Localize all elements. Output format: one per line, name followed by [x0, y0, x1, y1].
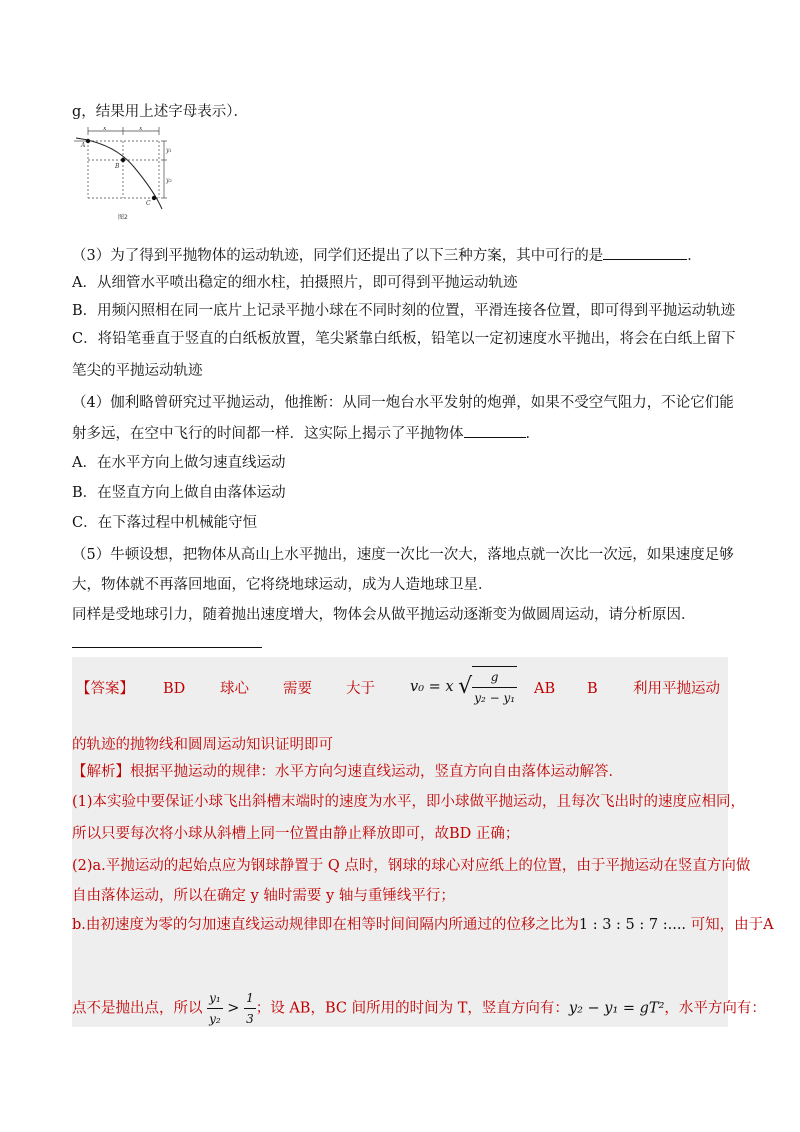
trajectory-curve — [76, 138, 162, 209]
trajectory-figure — [74, 127, 174, 223]
q3-stem — [72, 245, 702, 266]
y-ratio-num: y₁ — [207, 988, 223, 1009]
answer-formula — [410, 666, 517, 708]
q4-option-b: B．在竖直方向上做自由落体运动 — [72, 485, 286, 501]
answer-cont: 的轨迹的抛物线和圆周运动知识证明即可 — [72, 737, 333, 753]
top-line: g，结果用上述字母表示）． — [72, 104, 249, 120]
analysis-p3a — [72, 915, 774, 935]
ratio-expression: 1 : 3 : 5 : 7 :.... — [578, 917, 691, 933]
q3-option-c: C．将铅笔垂直于竖直的白纸板放置，笔尖紧靠白纸板，铅笔以一定初速度水平抛出，将会在白纸上留下 — [72, 331, 736, 347]
formula-denominator: y₂ − y₁ — [474, 691, 516, 705]
answer-item-4: 大于 — [346, 681, 375, 697]
answer-item-7: 利用平抛运动 — [633, 681, 720, 697]
point-b — [121, 158, 125, 162]
analysis-p3a-text: b.由初速度为零的匀加速直线运动规律即在相等时间间隔内所通过的位移之比为 — [72, 917, 579, 933]
label-y2: y₂ — [166, 177, 172, 184]
answer-item-5: AB — [534, 681, 556, 697]
q3-end: ． — [687, 248, 702, 264]
answer-separator — [72, 647, 262, 648]
formula-lhs: v₀ = x — [410, 679, 454, 695]
third-num: 1 — [244, 988, 256, 1009]
y-ratio-fraction — [207, 988, 223, 1029]
greater-than: > — [222, 1000, 245, 1017]
answer-item-1: BD — [163, 681, 186, 697]
q4-stem-1: （4）伽利略曾研究过平抛运动，他推断：从同一炮台水平发射的炮弹，如果不受空气阻力，不论它们能 — [72, 395, 734, 411]
y-ratio-den: y₂ — [209, 1012, 221, 1026]
q4-option-c: C．在下落过程中机械能守恒 — [72, 515, 258, 531]
q5-line-3: 同样是受地球引力，随着抛出速度增大，物体会从做平抛运动逐渐变为做圆周运动，请分析原因． — [72, 607, 696, 623]
analysis-p1b: 所以只要每次将小球从斜槽上同一位置由静止释放即可，故BD 正确； — [72, 826, 520, 842]
analysis-p4b-text: ；设 AB，BC 间所用的时间为 T，竖直方向有： — [255, 1000, 569, 1017]
analysis-p4c-text: ，水平方向有： — [664, 1000, 766, 1017]
q3-option-b: B．用频闪照相在同一底片上记录平抛小球在不同时刻的位置，平滑连接各位置，即可得到平抛运动轨迹 — [72, 303, 736, 319]
point-c — [152, 196, 156, 200]
label-b: B — [115, 163, 120, 170]
analysis-intro — [72, 762, 623, 782]
answer-label: 【答案】 — [76, 681, 134, 697]
q5-line-1: （5）牛顿设想，把物体从高山上水平抛出，速度一次比一次大，落地点就一次比一次远，如果速度足够 — [72, 547, 734, 563]
q3-stem-text: （3）为了得到平抛物体的运动轨迹，同学们还提出了以下三种方案，其中可行的是 — [72, 248, 604, 264]
label-x1: x — [103, 127, 107, 132]
formula-numerator: g — [472, 667, 517, 688]
label-c: C — [146, 200, 151, 207]
analysis-p3a-end: 可知，由于A — [690, 917, 774, 933]
q4-stem-2-text: 射多远，在空中飞行的时间都一样．这实际上揭示了平抛物体 — [72, 426, 464, 442]
q3-answer-blank — [603, 245, 687, 260]
answer-item-6: B — [587, 681, 598, 697]
analysis-p4a-text: 点不是抛出点，所以 — [72, 1000, 203, 1017]
q4-answer-blank — [464, 423, 526, 438]
analysis-label: 【解析】 — [72, 764, 130, 780]
q4-stem-2 — [72, 423, 540, 444]
figure-caption: 图2 — [118, 214, 128, 221]
answer-item-2: 球心 — [220, 681, 249, 697]
q4-end: ． — [525, 426, 540, 442]
answer-item-3: 需要 — [283, 681, 312, 697]
analysis-p2a: (2)a.平抛运动的起始点应为钢球静置于 Q 点时，钢球的球心对应纸上的位置，由于平抛运动在竖直方向做 — [72, 858, 751, 874]
q3-option-a: A．从细管水平喷出稳定的细水柱，拍摄照片，即可得到平抛运动轨迹 — [72, 275, 518, 291]
analysis-p2b: 自由落体运动，所以在确定 y 轴时需要 y 轴与重锤线平行； — [72, 888, 455, 904]
q3-option-c-cont: 笔尖的平抛运动轨迹 — [72, 363, 203, 379]
vertical-equation: y₂ − y₁ = gT² — [568, 1000, 665, 1017]
sqrt-sign: √ — [458, 674, 473, 699]
label-a: A — [81, 142, 86, 149]
point-a — [86, 139, 90, 143]
label-x2: x — [139, 127, 143, 132]
analysis-p1a: (1)本实验中要保证小球飞出斜槽末端时的速度为水平，即小球做平抛运动，且每次飞出时的速度应相同， — [72, 794, 746, 810]
q4-option-a: A．在水平方向上做匀速直线运动 — [72, 455, 286, 471]
one-third-fraction — [244, 988, 256, 1029]
third-den: 3 — [246, 1012, 254, 1026]
q5-line-2: 大，物体就不再落回地面，它将绕地球运动，成为人造地球卫星． — [72, 577, 493, 593]
analysis-p4 — [72, 988, 766, 1029]
label-y1: y₁ — [166, 147, 172, 154]
formula-fraction — [472, 666, 517, 708]
analysis-intro-text: 根据平抛运动的规律：水平方向匀速直线运动，竖直方向自由落体运动解答． — [130, 764, 623, 780]
